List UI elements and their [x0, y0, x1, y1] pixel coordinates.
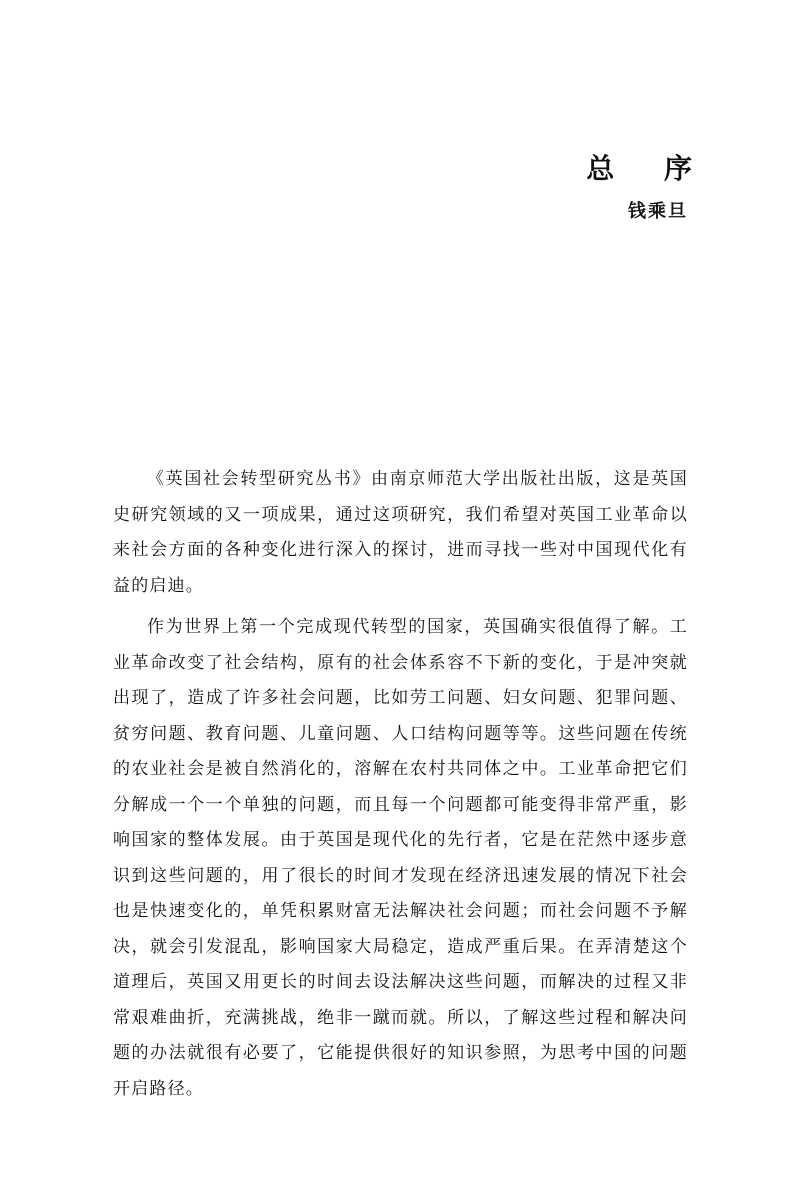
body-text [113, 462, 688, 1113]
author-name: 钱乘旦 [628, 201, 688, 222]
paragraph-1: 《英国社会转型研究丛书》由南京师范大学出版社出版，这是英国史研究领域的又一项成果，通过这项研究，我们希望对英国工业革命以来社会方面的各种变化进行深入的探讨，进而寻找一些对中国现代化有益的启迪。 [113, 469, 688, 596]
paragraph-2: 作为世界上第一个完成现代转型的国家，英国确实很值得了解。工业革命改变了社会结构，原有的社会体系容不下新的变化，于是冲突就出现了，造成了许多社会问题，比如劳工问题、妇女问题、犯罪问题、贫穷问题、教育问题、儿童问题、人口结构问题等等。这些问题在传统的农业社会是被自然消化的，溶解在农村共同体之中。工业革命把它们分解成一个一个单独的问题，而且每一个问题都可能变得非常严重，影响国家的整体发展。由于英国是现代化的先行者，它是在茫然中逐步意识到这些问题的，用了很长的时间才发现在经济迅速发展的情况下社会也是快速变化的，单凭积累财富无法解决社会问题；而社会问题不予解决，就会引发混乱，影响国家大局稳定，造成严重后果。在弄清楚这个道理后，英国又用更长的时间去设法解决这些问题，而解决的过程又非常艰难曲折，充满挑战，绝非一蹴而就。所以，了解这些过程和解决问题的办法就很有必要了，它能提供很好的知识参照，为思考中国的问题开启路径。 [113, 617, 688, 1099]
page-title: 总 序 [586, 151, 712, 185]
